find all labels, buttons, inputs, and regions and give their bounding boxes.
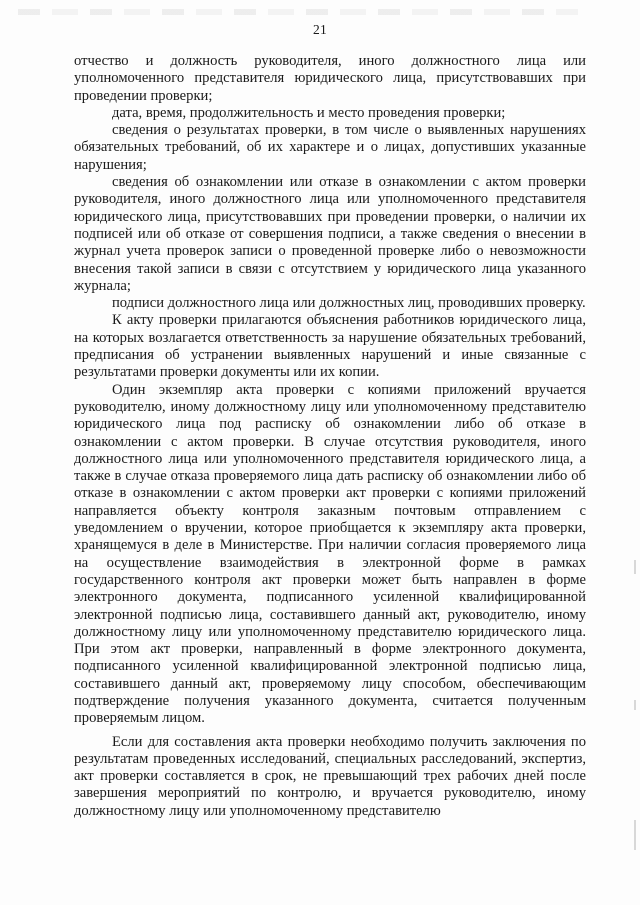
paragraph-6: К акту проверки прилагаются объяснения работников юридического лица, на которых возлагается ответственность за нарушение обязательных требований, предписания об устранении выявленных нарушений и иные связанные с результатами проверки документы или их копии. <box>74 312 586 381</box>
scan-header-noise <box>18 9 578 15</box>
paragraph-1: отчество и должность руководителя, иного должностного лица или уполномоченного представителя юридического лица, присутствовавших при проведении проверки; <box>74 53 586 104</box>
paragraph-5: подписи должностного лица или должностных лиц, проводивших проверку. <box>112 295 586 312</box>
document-body <box>74 53 586 820</box>
paragraph-2: дата, время, продолжительность и место проведения проверки; <box>112 104 506 121</box>
paragraph-3: сведения о результатах проверки, в том числе о выявленных нарушениях обязательных требований, об их характере и о лицах, допустивших указанные нарушения; <box>74 122 586 173</box>
paragraph-8: Если для составления акта проверки необходимо получить заключения по результатам проведенных исследований, специальных расследований, экспертиз, акт проверки составляется в срок, не превышающий трех рабочих дней после завершения мероприятий по контролю, и вручается руководителю, иному должностному лицу или уполномоченному представителю <box>74 733 586 819</box>
scan-margin-mark <box>634 700 636 710</box>
scan-margin-mark <box>634 560 636 574</box>
page-number: 21 <box>313 22 327 37</box>
paragraph-7: Один экземпляр акта проверки с копиями приложений вручается руководителю, иному должностному лицу или уполномоченному представителю юридического лица под расписку об ознакомлении либо об отказе в ознакомлении с актом проверки. В случае отсутствия руководителя, иного должностного лица или уполномоченного представителя юридического лица, а также в случае отказа проверяемого лица дать расписку об ознакомлении либо об отказе в ознакомлении с актом проверки акт проверки с копиями приложений направляется объекту контроля заказным почтовым отправлением с уведомлением о вручении, которое приобщается к экземпляру акта проверки, хранящемуся в деле в Министерстве. При наличии согласия проверяемого лица на осуществление взаимодействия в электронной форме в рамках государственного контроля акт проверки может быть направлен в форме электронного документа, подписанного усиленной квалифицированной электронной подписью лица, составившего данный акт, руководителю, иному должностному лицу или уполномоченному представителю юридического лица. При этом акт проверки, направленный в форме электронного документа, подписанного усиленной квалифицированной электронной подписью лица, составившего данный акт, проверяемому лицу способом, обеспечивающим подтверждение получения указанного документа, считается полученным проверяемым лицом. <box>74 381 586 727</box>
paragraph-4: сведения об ознакомлении или отказе в ознакомлении с актом проверки руководителя, иного должностного лица или уполномоченного представителя юридического лица, присутствовавших при проведении проверки, о наличии их подписей или об отказе от совершения подписи, а также сведения о внесении в журнал учета проверок записи о проведенной проверке либо о невозможности внесения такой записи в связи с отсутствием у юридического лица указанного журнала; <box>74 174 586 294</box>
scan-margin-mark <box>634 820 636 850</box>
